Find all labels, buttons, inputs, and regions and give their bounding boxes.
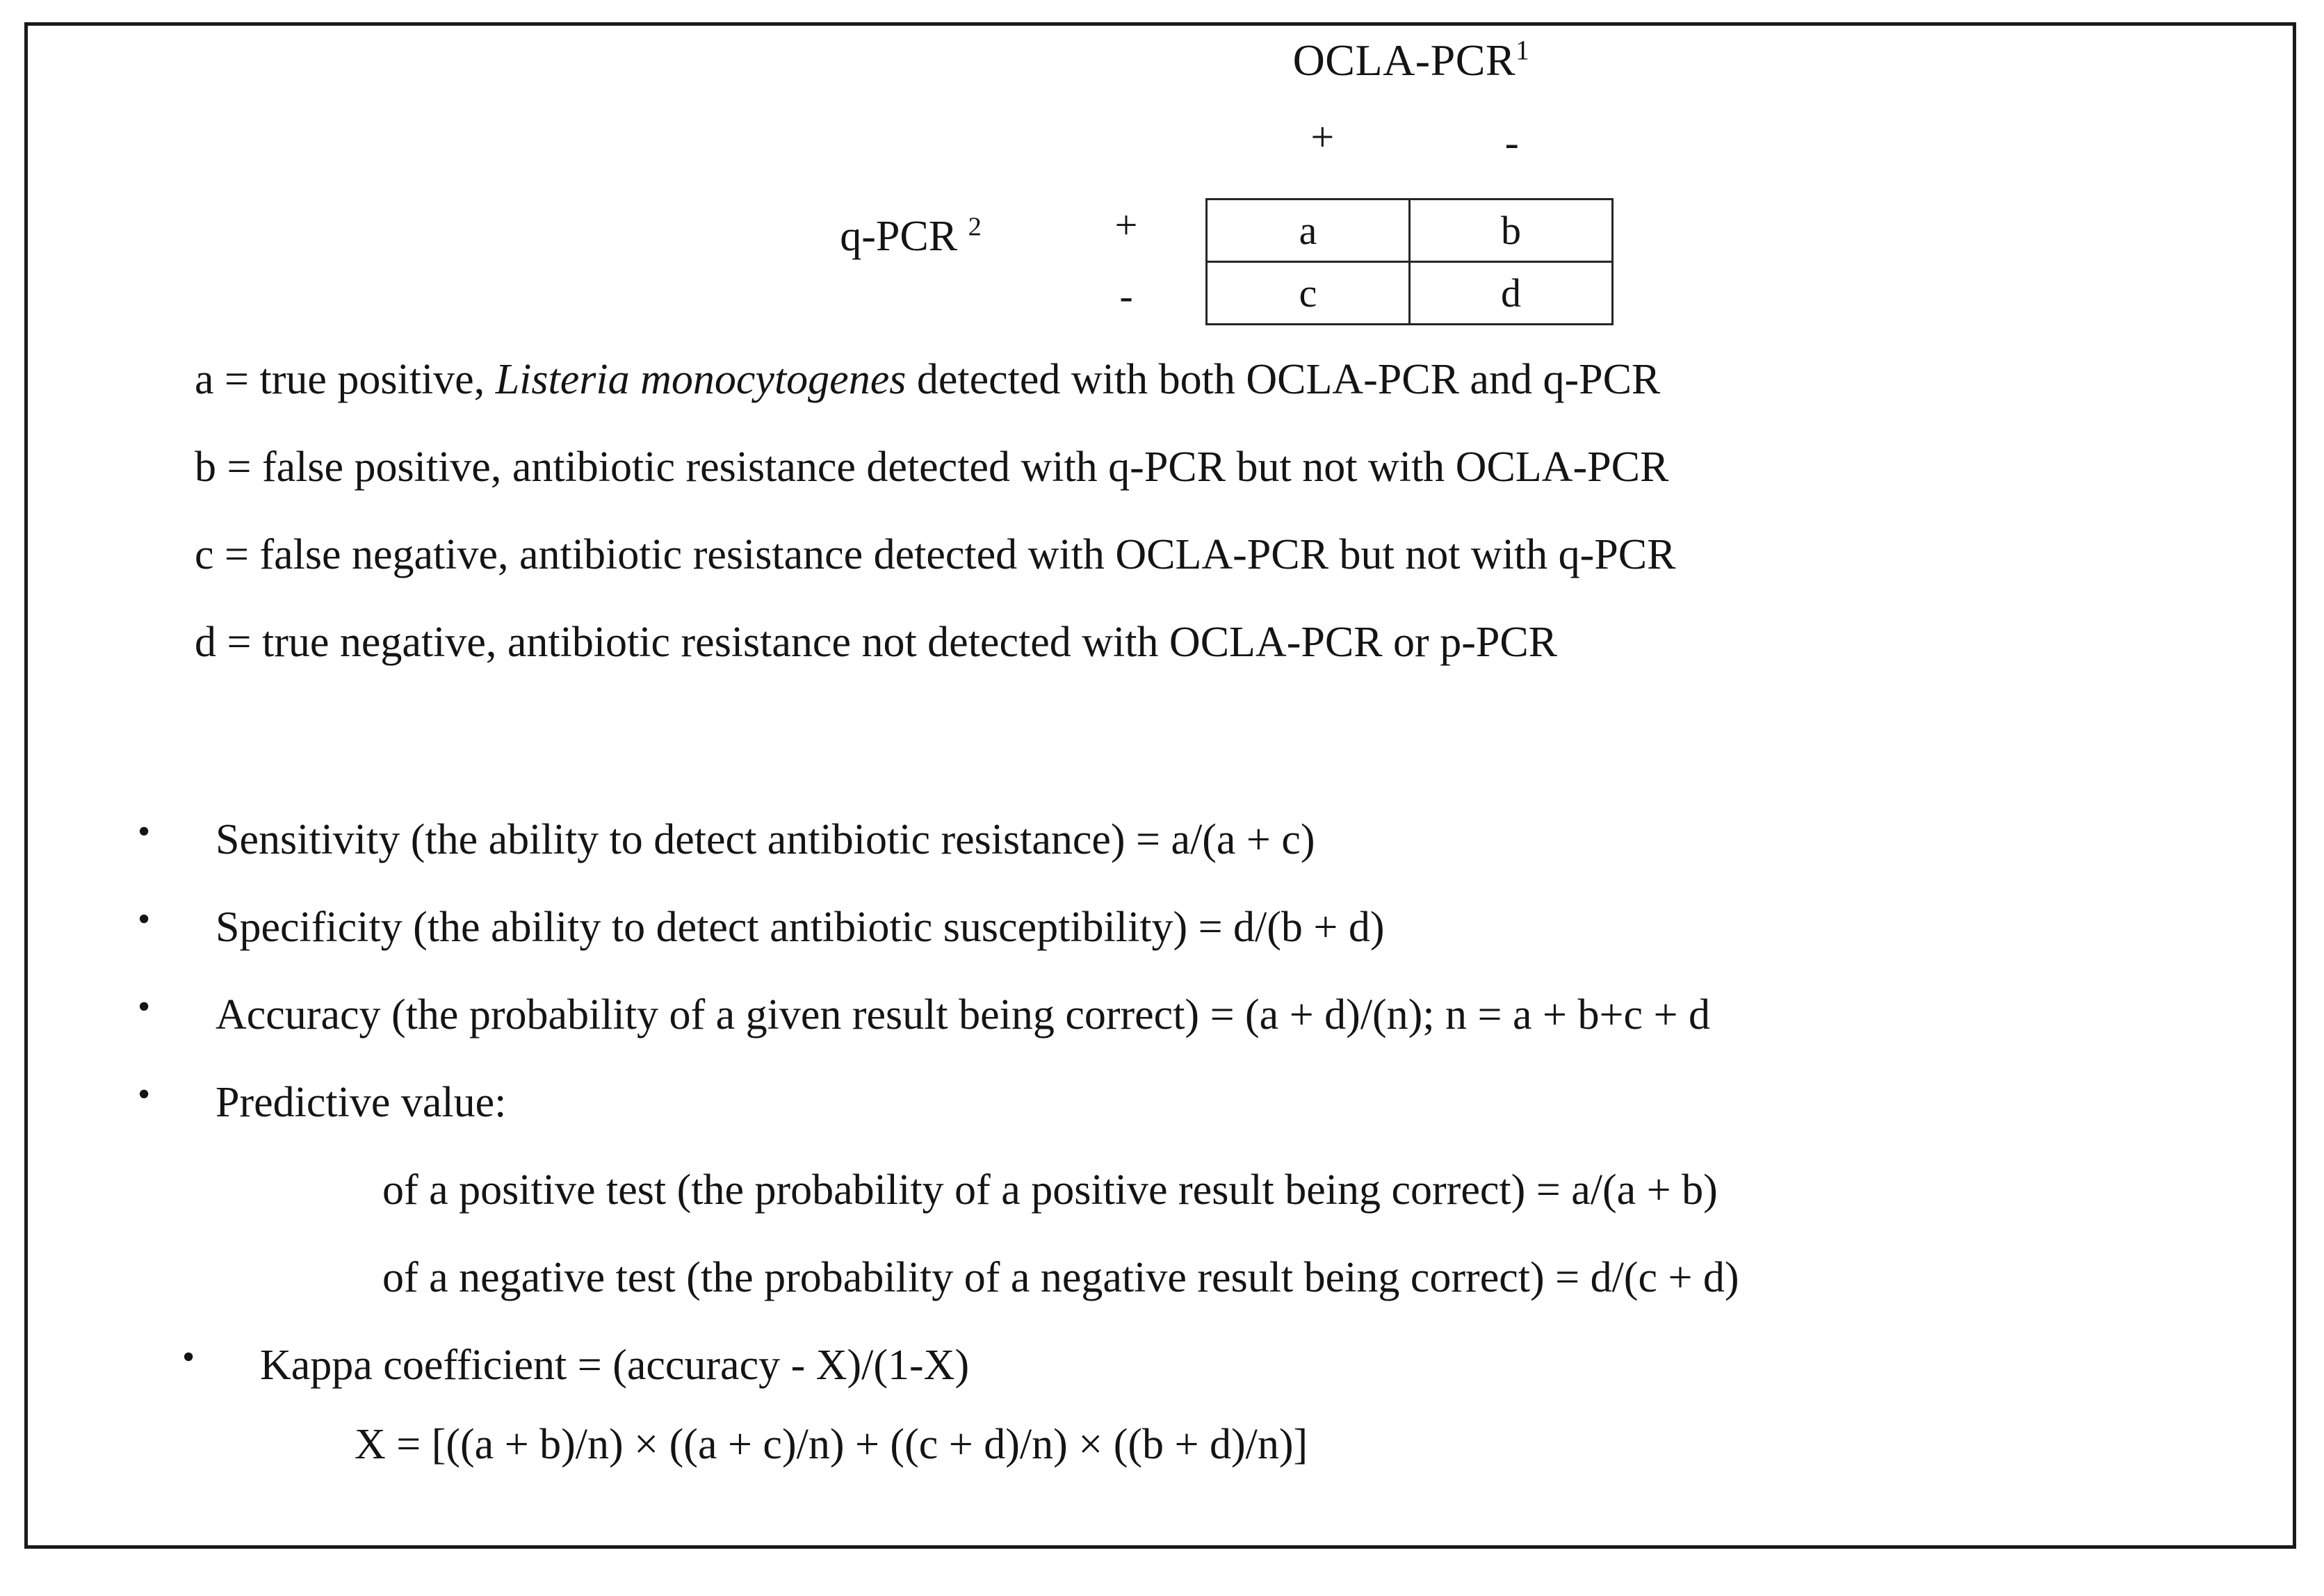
matrix-column-sign-plus: + (1310, 114, 1335, 160)
matrix-column-header (1203, 35, 1620, 85)
matrix-row-sign-minus: - (1119, 272, 1133, 318)
figure-border-frame (24, 22, 2296, 1549)
table-row (1207, 200, 1613, 262)
definition-a (195, 358, 2211, 401)
kappa-x-formula: X = [((a + b)/n) × ((a + c)/n) + ((c + d)/n) × ((b + d)/n)] (355, 1421, 1308, 1468)
matrix-row-header (737, 212, 1084, 260)
metrics-list (125, 818, 2211, 1466)
definition-c-text: c = false negative, antibiotic resistance detected with OCLA-PCR but not with q-PCR (195, 531, 1676, 578)
definition-c (195, 533, 2211, 576)
specificity-text: Specificity (the ability to detect antibiotic susceptibility) = d/(b + d) (216, 904, 1385, 951)
matrix-row-signs (1098, 193, 1154, 327)
matrix-row-sign-plus: + (1114, 202, 1138, 247)
predictive-value-label: Predictive value: (216, 1079, 507, 1126)
cell-d: d (1410, 262, 1613, 325)
definition-d-text: d = true negative, antibiotic resistance not detected with OCLA-PCR or p-PCR (195, 619, 1558, 666)
matrix-column-sign-minus: - (1504, 120, 1519, 165)
table-row (1207, 262, 1613, 325)
contingency-table (1205, 198, 1614, 325)
definition-b (195, 443, 2211, 491)
predictive-value-positive: of a positive test (the probability of a positive result being correct) = a/(a + b) (382, 1166, 1718, 1214)
sensitivity-text: Sensitivity (the ability to detect antibiotic resistance) = a/(a + c) (216, 816, 1315, 863)
cell-a: a (1207, 200, 1410, 262)
accuracy-text: Accuracy (the probability of a given result being correct) = (a + d)/(n); n = a + b+c + d (216, 991, 1710, 1039)
contingency-matrix-block (28, 26, 2293, 325)
definition-d (195, 621, 2211, 664)
list-item-kappa-coefficient (170, 1344, 2211, 1387)
species-name-italic: Listeria monocytogenes (495, 356, 907, 403)
list-item-specificity (125, 906, 2211, 949)
predictive-value-negative: of a negative test (the probability of a negative result being correct) = d/(c + d) (382, 1254, 1739, 1301)
matrix-row-header-superscript: 2 (968, 212, 982, 242)
list-item-accuracy (125, 991, 2211, 1039)
cell-c: c (1207, 262, 1410, 325)
definition-list (195, 358, 2211, 708)
kappa-text: Kappa coefficient = (accuracy - X)/(1-X) (260, 1342, 970, 1389)
list-item-predictive-value (125, 1081, 2211, 1124)
matrix-row-header-text: q-PCR (840, 213, 968, 260)
matrix-column-signs (1228, 114, 1607, 165)
matrix-column-header-text: OCLA-PCR (1292, 35, 1516, 85)
list-item-sensitivity (125, 818, 2211, 861)
definition-a-suffix: detected with both OCLA-PCR and q-PCR (906, 356, 1661, 403)
matrix-column-header-superscript: 1 (1516, 35, 1530, 66)
definition-b-text: b = false positive, antibiotic resistance detected with q-PCR but not with OCLA-PCR (195, 443, 1669, 491)
cell-b: b (1410, 200, 1613, 262)
definition-a-prefix: a = true positive, (195, 356, 496, 403)
